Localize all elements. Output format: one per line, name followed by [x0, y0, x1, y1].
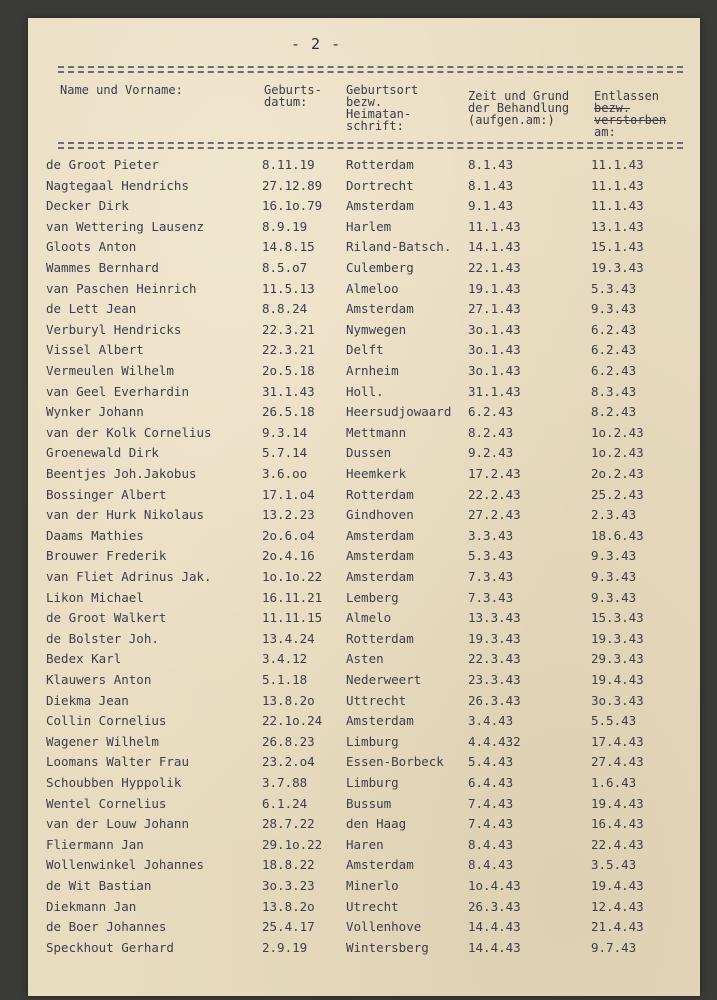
patient-name: de Boer Johannes: [46, 919, 167, 935]
patient-name: Nagtegaal Hendrichs: [46, 177, 189, 193]
release-date: 19.4.43: [591, 795, 644, 811]
birth-place: Amsterdam: [346, 527, 414, 543]
table-row: [28, 651, 700, 671]
patient-name: van der Kolk Cornelius: [46, 424, 212, 440]
release-date: 8.2.43: [591, 404, 637, 420]
admission-date: 13.3.43: [468, 610, 521, 626]
birth-place: Uttrecht: [346, 692, 407, 708]
table-row: [28, 425, 700, 445]
header-admitted-2: der Behandlung: [468, 101, 570, 115]
birth-place: Vollenhove: [346, 919, 422, 935]
table-row: [28, 445, 700, 465]
release-date: 22.4.43: [591, 836, 644, 852]
birth-date: 5.7.14: [262, 445, 308, 461]
birth-place: Amsterdam: [346, 569, 414, 584]
table-row: [28, 899, 700, 919]
patient-name: de Groot Walkert: [46, 610, 167, 626]
birth-date: 22.3.21: [262, 342, 315, 358]
release-date: 19.4.43: [591, 878, 644, 893]
patient-name: van Wettering Lausenz: [46, 218, 205, 234]
birth-date: 8.5.o7: [262, 260, 308, 275]
admission-date: 14.4.43: [468, 939, 521, 955]
birth-place: Essen-Borbeck: [346, 754, 444, 770]
birth-date: 22.3.21: [262, 321, 315, 337]
table-row: [28, 610, 700, 630]
birth-date: 26.8.23: [262, 733, 315, 749]
release-date: 17.4.43: [591, 733, 644, 749]
admission-date: 7.4.43: [468, 816, 514, 832]
patient-name: Wagener Wilhelm: [46, 733, 159, 749]
table-row: [28, 548, 700, 568]
header-released-4: am:: [594, 125, 616, 139]
birth-place: Almeloo: [346, 280, 399, 296]
admission-date: 26.3.43: [468, 692, 521, 708]
birth-date: 28.7.22: [262, 816, 315, 832]
admission-date: 26.3.43: [468, 898, 521, 914]
table-row: [28, 528, 700, 548]
header-place-4: schrift:: [346, 119, 404, 133]
birth-place: den Haag: [346, 816, 407, 832]
release-date: 1o.2.43: [591, 445, 644, 461]
birth-date: 13.8.2o: [262, 692, 315, 708]
table-row: [28, 507, 700, 527]
header-name: Name und Vorname:: [60, 83, 183, 97]
birth-date: 26.5.18: [262, 404, 315, 420]
header-place-3: Heimatan-: [346, 107, 412, 121]
admission-date: 27.2.43: [468, 507, 521, 523]
patient-name: Schoubben Hyppolik: [46, 775, 182, 790]
table-row: [28, 693, 700, 713]
patient-name: Gloots Anton: [46, 239, 137, 255]
release-date: 9.3.43: [591, 548, 637, 564]
birth-date: 3.7.88: [262, 775, 308, 790]
table-row: [28, 919, 700, 939]
patient-name: Diekmann Jan: [46, 898, 137, 914]
release-date: 1o.2.43: [591, 424, 644, 440]
table-row: [28, 363, 700, 383]
document-page: [28, 18, 700, 996]
admission-date: 3o.1.43: [468, 321, 521, 337]
patient-name: Verburyl Hendricks: [46, 321, 182, 337]
admission-date: 5.3.43: [468, 548, 514, 564]
release-date: 5.3.43: [591, 280, 637, 296]
table-row: [28, 816, 700, 836]
patient-name: Bossinger Albert: [46, 486, 167, 502]
birth-date: 9.3.14: [262, 424, 308, 440]
table-row: [28, 857, 700, 877]
birth-date: 31.1.43: [262, 383, 315, 399]
admission-date: 11.1.43: [468, 218, 521, 234]
birth-date: 3.4.12: [262, 651, 308, 667]
admission-date: 5.4.43: [468, 754, 514, 770]
release-date: 9.3.43: [591, 301, 637, 317]
patient-name: de Bolster Joh.: [46, 630, 159, 646]
birth-date: 18.8.22: [262, 857, 315, 873]
release-date: 5.5.43: [591, 713, 637, 729]
patient-name: van der Louw Johann: [46, 816, 189, 832]
admission-date: 22.2.43: [468, 486, 521, 502]
birth-date: 16.1o.79: [262, 198, 323, 214]
table-row: [28, 322, 700, 342]
admission-date: 23.3.43: [468, 672, 521, 687]
table-row: [28, 878, 700, 898]
patient-name: van Fliet Adrinus Jak.: [46, 569, 212, 584]
patient-name: Beentjes Joh.Jakobus: [46, 466, 197, 481]
table-row: [28, 672, 700, 692]
release-date: 2o.2.43: [591, 466, 644, 481]
birth-place: Amsterdam: [346, 198, 414, 214]
table-row: [28, 281, 700, 301]
admission-date: 8.1.43: [468, 157, 514, 172]
header-released-2: bezw.: [594, 101, 631, 115]
patient-name: Wentel Cornelius: [46, 795, 167, 811]
birth-date: 8.8.24: [262, 301, 308, 317]
release-date: 16.4.43: [591, 816, 644, 832]
header-admitted-3: (aufgen.am:): [468, 113, 555, 127]
table-row: [28, 198, 700, 218]
release-date: 19.3.43: [591, 630, 644, 646]
header-bottom-rule-2: [58, 147, 683, 149]
birth-place: Rotterdam: [346, 486, 414, 502]
birth-place: Mettmann: [346, 424, 407, 440]
patient-name: Bedex Karl: [46, 651, 122, 667]
release-date: 11.1.43: [591, 198, 644, 214]
release-date: 2.3.43: [591, 507, 637, 523]
table-row: [28, 713, 700, 733]
release-date: 9.3.43: [591, 569, 637, 584]
birth-place: Minerlo: [346, 878, 399, 893]
table-row: [28, 569, 700, 589]
admission-date: 7.3.43: [468, 589, 514, 605]
birth-date: 17.1.o4: [262, 486, 315, 502]
release-date: 21.4.43: [591, 919, 644, 935]
release-date: 6.2.43: [591, 321, 637, 337]
admission-date: 14.4.43: [468, 919, 521, 935]
birth-date: 22.1o.24: [262, 713, 323, 729]
release-date: 12.4.43: [591, 898, 644, 914]
birth-place: Amsterdam: [346, 857, 414, 873]
birth-date: 3o.3.23: [262, 878, 315, 893]
header-place-2: bezw.: [346, 95, 383, 109]
admission-date: 22.1.43: [468, 260, 521, 275]
release-date: 25.2.43: [591, 486, 644, 502]
release-date: 15.1.43: [591, 239, 644, 255]
header-top-rule: [58, 66, 683, 68]
birth-place: Rotterdam: [346, 630, 414, 646]
patient-name: Wynker Johann: [46, 404, 144, 420]
header-released-3: verstorben: [594, 113, 667, 127]
table-row: [28, 940, 700, 960]
birth-date: 8.9.19: [262, 218, 308, 234]
admission-date: 8.4.43: [468, 857, 514, 873]
release-date: 6.2.43: [591, 342, 637, 358]
release-date: 29.3.43: [591, 651, 644, 667]
birth-place: Utrecht: [346, 898, 399, 914]
header-admitted-1: Zeit und Grund: [468, 89, 570, 103]
birth-date: 23.2.o4: [262, 754, 315, 770]
release-date: 8.3.43: [591, 383, 637, 399]
patient-name: van Geel Everhardin: [46, 383, 189, 399]
birth-date: 2.9.19: [262, 939, 308, 955]
birth-place: Culemberg: [346, 260, 414, 275]
birth-date: 1o.1o.22: [262, 569, 323, 584]
birth-place: Harlem: [346, 218, 392, 234]
table-row: [28, 775, 700, 795]
patient-name: Vermeulen Wilhelm: [46, 363, 174, 378]
birth-place: Riland-Batsch.: [346, 239, 452, 255]
admission-date: 8.1.43: [468, 177, 514, 193]
header-dob-2: datum:: [264, 95, 308, 109]
table-row: [28, 631, 700, 651]
birth-date: 27.12.89: [262, 177, 323, 193]
release-date: 3.5.43: [591, 857, 637, 873]
birth-place: Amsterdam: [346, 713, 414, 729]
birth-date: 25.4.17: [262, 919, 315, 935]
patient-name: Wollenwinkel Johannes: [46, 857, 205, 873]
birth-place: Limburg: [346, 733, 399, 749]
admission-date: 19.3.43: [468, 630, 521, 646]
patient-name: Brouwer Frederik: [46, 548, 167, 564]
release-date: 15.3.43: [591, 610, 644, 626]
table-row: [28, 466, 700, 486]
release-date: 3o.3.43: [591, 692, 644, 708]
table-row: [28, 178, 700, 198]
admission-date: 7.4.43: [468, 795, 514, 811]
patient-name: de Wit Bastian: [46, 878, 152, 893]
admission-date: 1o.4.43: [468, 878, 521, 893]
table-row: [28, 219, 700, 239]
birth-date: 11.11.15: [262, 610, 323, 626]
birth-date: 29.1o.22: [262, 836, 323, 852]
admission-date: 3.4.43: [468, 713, 514, 729]
birth-place: Limburg: [346, 775, 399, 790]
page-number: - 2 -: [291, 35, 342, 53]
header-bottom-rule: [58, 142, 683, 144]
birth-date: 3.6.oo: [262, 466, 308, 481]
birth-place: Dortrecht: [346, 177, 414, 193]
admission-date: 19.1.43: [468, 280, 521, 296]
header-top-rule-2: [58, 71, 683, 73]
birth-place: Amsterdam: [346, 301, 414, 317]
birth-date: 13.4.24: [262, 630, 315, 646]
table-row: [28, 384, 700, 404]
birth-place: Dussen: [346, 445, 392, 461]
release-date: 11.1.43: [591, 177, 644, 193]
patient-name: Collin Cornelius: [46, 713, 167, 729]
birth-place: Haren: [346, 836, 384, 852]
birth-place: Nymwegen: [346, 321, 407, 337]
table-row: [28, 754, 700, 774]
release-date: 6.2.43: [591, 363, 637, 378]
admission-date: 9.1.43: [468, 198, 514, 214]
patient-name: de Groot Pieter: [46, 157, 159, 172]
patient-name: Fliermann Jan: [46, 836, 144, 852]
birth-place: Heemkerk: [346, 466, 407, 481]
birth-place: Delft: [346, 342, 384, 358]
patient-name: Likon Michael: [46, 589, 144, 605]
admission-date: 3o.1.43: [468, 342, 521, 358]
patient-name: Wammes Bernhard: [46, 260, 159, 275]
birth-date: 14.8.15: [262, 239, 315, 255]
table-row: [28, 260, 700, 280]
patient-name: Decker Dirk: [46, 198, 129, 214]
release-date: 9.3.43: [591, 589, 637, 605]
patient-name: Speckhout Gerhard: [46, 939, 174, 955]
birth-place: Gindhoven: [346, 507, 414, 523]
birth-date: 8.11.19: [262, 157, 315, 172]
birth-date: 2o.4.16: [262, 548, 315, 564]
release-date: 18.6.43: [591, 527, 644, 543]
birth-place: Bussum: [346, 795, 392, 811]
patient-name: Vissel Albert: [46, 342, 144, 358]
patient-name: Daams Mathies: [46, 527, 144, 543]
patient-name: van Paschen Heinrich: [46, 280, 197, 296]
birth-place: Rotterdam: [346, 157, 414, 172]
patient-name: Groenewald Dirk: [46, 445, 159, 461]
birth-place: Wintersberg: [346, 939, 429, 955]
birth-place: Arnheim: [346, 363, 399, 378]
table-row: [28, 239, 700, 259]
patient-name: Loomans Walter Frau: [46, 754, 189, 770]
birth-date: 11.5.13: [262, 280, 315, 296]
table-row: [28, 342, 700, 362]
admission-date: 6.2.43: [468, 404, 514, 420]
table-row: [28, 590, 700, 610]
birth-place: Almelo: [346, 610, 392, 626]
admission-date: 9.2.43: [468, 445, 514, 461]
birth-place: Heersudjowaard: [346, 404, 452, 420]
admission-date: 3o.1.43: [468, 363, 521, 378]
table-row: [28, 404, 700, 424]
birth-place: Asten: [346, 651, 384, 667]
admission-date: 31.1.43: [468, 383, 521, 399]
patient-name: Diekma Jean: [46, 692, 129, 708]
admission-date: 27.1.43: [468, 301, 521, 317]
admission-date: 8.4.43: [468, 836, 514, 852]
admission-date: 14.1.43: [468, 239, 521, 255]
table-row: [28, 734, 700, 754]
birth-place: Lemberg: [346, 589, 399, 605]
birth-date: 13.2.23: [262, 507, 315, 523]
admission-date: 8.2.43: [468, 424, 514, 440]
table-row: [28, 837, 700, 857]
patient-name: Klauwers Anton: [46, 672, 152, 687]
header-place-1: Geburtsort: [346, 83, 419, 97]
release-date: 19.4.43: [591, 672, 644, 687]
release-date: 11.1.43: [591, 157, 644, 172]
release-date: 1.6.43: [591, 775, 637, 790]
birth-date: 5.1.18: [262, 672, 308, 687]
birth-place: Amsterdam: [346, 548, 414, 564]
admission-date: 7.3.43: [468, 569, 514, 584]
birth-date: 2o.6.o4: [262, 527, 315, 543]
table-row: [28, 157, 700, 177]
patient-name: van der Hurk Nikolaus: [46, 507, 205, 523]
patient-name: de Lett Jean: [46, 301, 137, 317]
table-row: [28, 301, 700, 321]
admission-date: 3.3.43: [468, 527, 514, 543]
release-date: 13.1.43: [591, 218, 644, 234]
birth-date: 16.11.21: [262, 589, 323, 605]
admission-date: 4.4.432: [468, 733, 521, 749]
admission-date: 6.4.43: [468, 775, 514, 790]
birth-date: 13.8.2o: [262, 898, 315, 914]
header-dob-1: Geburts-: [264, 83, 322, 97]
release-date: 27.4.43: [591, 754, 644, 770]
admission-date: 17.2.43: [468, 466, 521, 481]
birth-place: Holl.: [346, 383, 384, 399]
admission-date: 22.3.43: [468, 651, 521, 667]
birth-date: 6.1.24: [262, 795, 308, 811]
release-date: 19.3.43: [591, 260, 644, 275]
table-row: [28, 796, 700, 816]
birth-place: Nederweert: [346, 672, 422, 687]
release-date: 9.7.43: [591, 939, 637, 955]
header-released-1: Entlassen: [594, 89, 660, 103]
birth-date: 2o.5.18: [262, 363, 315, 378]
table-row: [28, 487, 700, 507]
